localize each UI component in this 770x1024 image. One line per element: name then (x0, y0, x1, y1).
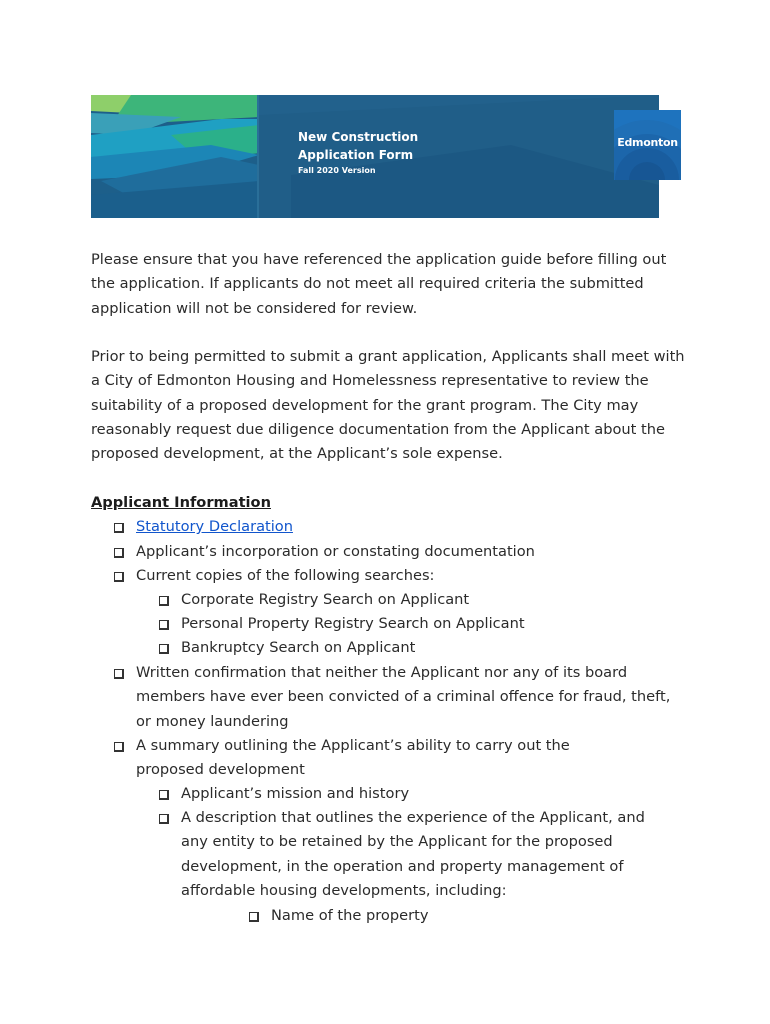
banner-title-line2: Application Form (298, 148, 414, 162)
checkbox-icon[interactable] (159, 596, 169, 606)
checklist-item (136, 564, 681, 588)
checklist-item (136, 661, 676, 734)
checklist-item-text: Current copies of the following searches: (136, 567, 435, 584)
header-banner (91, 95, 659, 218)
checkbox-icon[interactable] (114, 742, 124, 752)
checkbox-icon[interactable] (114, 669, 124, 679)
checklist-item (136, 515, 681, 539)
checklist-item-text: A description that outlines the experience of the Applicant, and any entity to be retained by the Applicant for the proposed development, in the operation and property management of affordable housing developments, including: (181, 809, 645, 899)
logo-text: Edmonton (617, 136, 678, 149)
edmonton-logo (614, 110, 681, 180)
intro-paragraph-2: Prior to being permitted to submit a grant application, Applicants shall meet with a City of Edmonton Housing and Homelessness representative to review the suitability of a proposed development for the grant program. The City may reasonably request due diligence documentation from the Applicant about the proposed development, at the Applicant’s sole expense. (91, 348, 685, 463)
checkbox-icon[interactable] (114, 548, 124, 558)
checklist-subitem (181, 806, 676, 903)
checklist-item-text: Name of the property (271, 907, 429, 924)
checkbox-icon[interactable] (159, 790, 169, 800)
checklist-item-text: Corporate Registry Search on Applicant (181, 591, 470, 608)
checklist-subsubitem (271, 904, 681, 928)
checklist-item-text: Applicant’s mission and history (181, 785, 410, 802)
statutory-declaration-link[interactable]: Statutory Declaration (136, 518, 293, 535)
checklist-item (136, 734, 636, 783)
checklist-subitem (181, 588, 681, 612)
checkbox-icon[interactable] (159, 814, 169, 824)
checklist-item-text: A summary outlining the Applicant’s ability to carry out the proposed development (136, 737, 570, 779)
banner-version: Fall 2020 Version (298, 166, 376, 175)
checklist-item-text: Personal Property Registry Search on Applicant (181, 615, 525, 632)
checkbox-icon[interactable] (114, 572, 124, 582)
checklist-item (136, 540, 681, 564)
checkbox-icon[interactable] (159, 644, 169, 654)
checkbox-icon[interactable] (159, 620, 169, 630)
checklist-subitem (181, 636, 681, 660)
applicant-information-heading: Applicant Information (91, 494, 271, 511)
checklist-item-text: Bankruptcy Search on Applicant (181, 639, 416, 656)
checklist-item-text: Written confirmation that neither the Applicant nor any of its board members have ever been convicted of a criminal offence for fraud, theft, or money laundering (136, 664, 671, 730)
checkbox-icon[interactable] (114, 523, 124, 533)
checklist-subitem (181, 782, 681, 806)
checkbox-icon[interactable] (249, 912, 259, 922)
intro-paragraph-1: Please ensure that you have referenced the application guide before filling out the application. If applicants do not meet all required criteria the submitted application will not be considered for review. (91, 251, 667, 317)
checklist-subitem (181, 612, 681, 636)
banner-title-line1: New Construction (298, 130, 419, 144)
checklist-item-text: Applicant’s incorporation or constating documentation (136, 543, 535, 560)
